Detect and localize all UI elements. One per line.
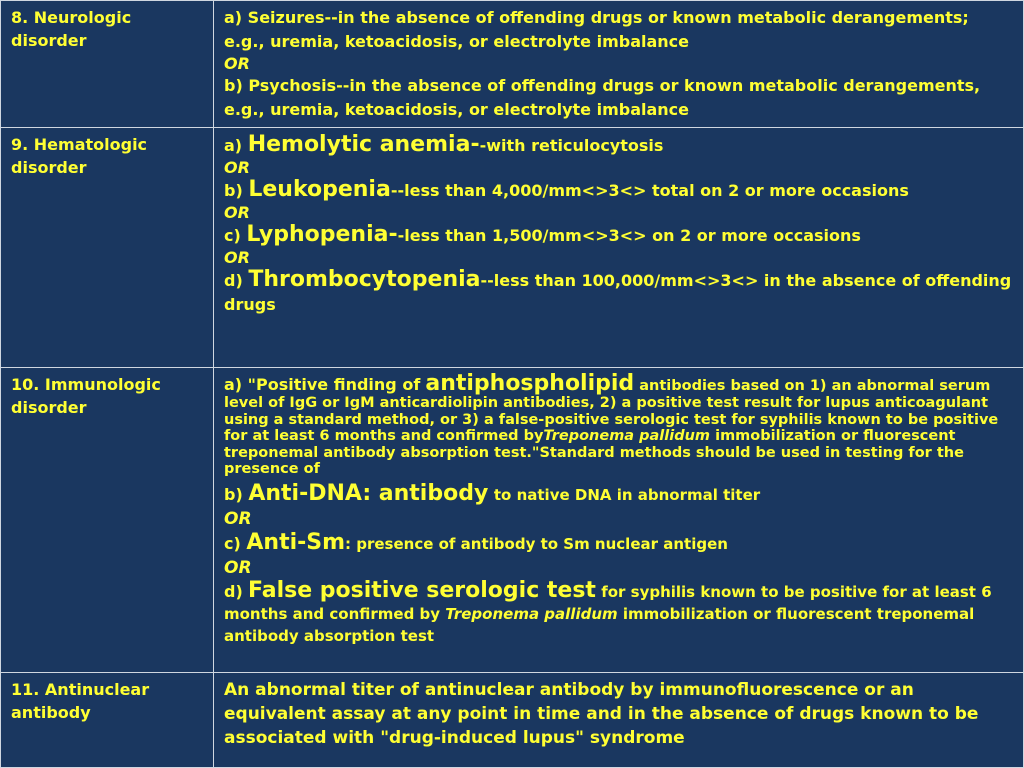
criterion-prefix: c) — [224, 226, 241, 246]
criterion-term: False positive serologic test — [248, 577, 596, 603]
row-label: 8. Neurologic disorder — [1, 1, 214, 128]
criterion-c — [224, 531, 1013, 556]
or-separator: OR — [224, 54, 250, 73]
criterion-prefix: a) — [224, 136, 243, 156]
criterion-detail: -less than 1,500/mm<>3<> on 2 or more occasions — [397, 226, 861, 246]
criterion-tail: immobilization or fluorescent treponemal antibody absorption test."Standard methods should be used in testing for the presence of — [224, 428, 964, 478]
or-separator: OR — [224, 248, 250, 268]
criterion-a-text: a) Seizures--in the absence of offending drugs or known metabolic derangements; e.g., uremia, ketoacidosis, or electrolyte imbalance — [224, 8, 969, 51]
criterion-a — [224, 373, 1013, 478]
criterion-italic: Treponema pallidum — [543, 428, 711, 445]
criterion-a — [224, 133, 1013, 158]
row-content — [214, 1, 1024, 128]
criterion-tail: immobilization or fluorescent treponemal antibody absorption test — [224, 604, 975, 645]
or-separator: OR — [224, 203, 250, 223]
or-separator: OR — [224, 158, 250, 178]
criterion-term: Hemolytic anemia- — [247, 132, 480, 158]
criterion-term: Leukopenia — [248, 177, 391, 203]
row-label: 11. Antinuclear antibody — [1, 673, 214, 768]
criterion-detail: -with reticulocytosis — [479, 136, 664, 156]
criterion-b-text: b) Psychosis--in the absence of offending drugs or known metabolic derangements, e.g., uremia, ketoacidosis, or electrolyte imbalance — [224, 76, 981, 119]
table-row — [1, 368, 1024, 673]
table-row — [1, 673, 1024, 768]
criterion-prefix: c) — [224, 533, 241, 553]
or-separator: OR — [224, 508, 252, 529]
criterion-b — [224, 178, 1013, 203]
criterion-prefix: d) — [224, 271, 243, 291]
criterion-term: antiphospholipid — [425, 371, 635, 397]
row-label: 10. Immunologic disorder — [1, 368, 214, 673]
criterion-detail: --less than 4,000/mm<>3<> total on 2 or more occasions — [390, 181, 909, 201]
criterion-italic: Treponema pallidum — [445, 604, 618, 623]
criterion-term: Lyphopenia- — [246, 222, 398, 248]
criterion-d — [224, 268, 1013, 317]
criterion-detail: : presence of antibody to Sm nuclear antigen — [345, 534, 728, 553]
criterion-term: Anti-DNA: antibody — [248, 480, 489, 506]
criterion-detail: to native DNA in abnormal titer — [493, 485, 761, 504]
criterion-prefix: b) — [224, 181, 243, 201]
or-separator: OR — [224, 557, 252, 578]
criterion-detail: --less than 100,000/mm<>3<> in the absence of offending drugs — [224, 271, 1012, 315]
criterion-c — [224, 223, 1013, 248]
row-content — [214, 128, 1024, 368]
row-content: An abnormal titer of antinuclear antibody by immunofluorescence or an equivalent assay at any point in time and in the absence of drugs known to be associated with "drug-induced lupus" syndrome — [214, 673, 1024, 768]
criterion-prefix: b) — [224, 484, 243, 504]
criterion-term: Anti-Sm — [246, 529, 346, 555]
row-content — [214, 368, 1024, 673]
criterion-detail: antibodies based on 1) an abnormal serum level of IgG or IgM anticardiolipin antibodies, 2) a positive test result for lupus anticoagulant using a standard method, or 3) a false-positive serologic test for syphilis known to be positive for at least 6 months and confirmed by — [224, 378, 999, 445]
criterion-term: Thrombocytopenia — [248, 267, 481, 293]
row-label: 9. Hematologic disorder — [1, 128, 214, 368]
criterion-detail: for syphilis known to be positive for at least 6 months and confirmed by — [224, 582, 992, 623]
table-row — [1, 128, 1024, 368]
criterion-d — [224, 577, 1013, 647]
criterion-b — [224, 482, 1013, 507]
criterion-lead: a) "Positive finding of — [224, 375, 421, 395]
criterion-prefix: d) — [224, 581, 243, 601]
table-row — [1, 1, 1024, 128]
